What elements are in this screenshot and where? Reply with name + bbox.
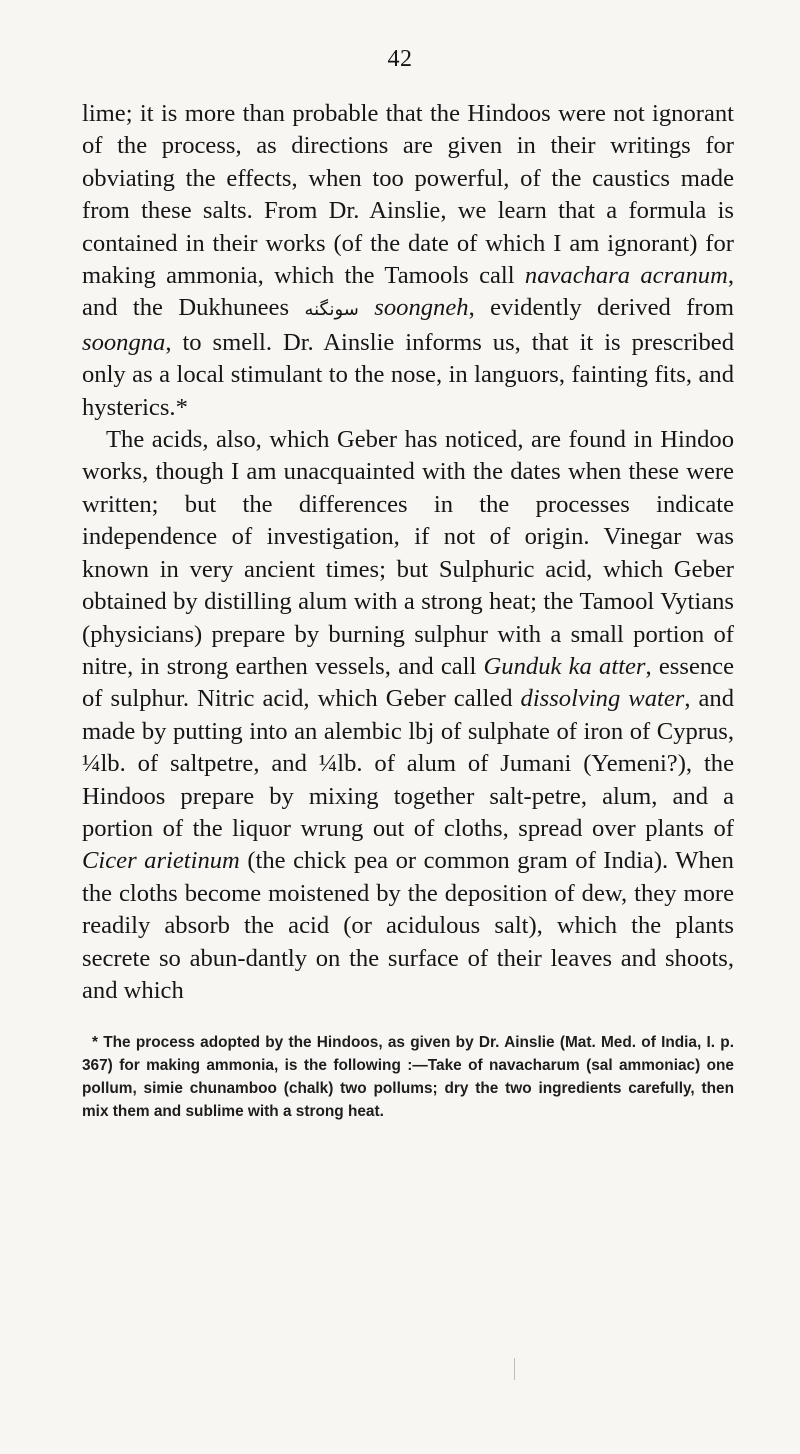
italic-term: Cicer arietinum xyxy=(82,847,240,875)
text-span: , and the Dukhunees xyxy=(82,262,734,322)
scan-mark xyxy=(514,1358,515,1380)
italic-term: navachara acranum xyxy=(524,262,728,290)
text-span xyxy=(359,294,374,321)
persian-word: سونگنه xyxy=(304,299,359,321)
italic-term: Gunduk ka atter xyxy=(483,652,646,680)
main-text xyxy=(82,98,734,1007)
footnote: * The process adopted by the Hindoos, as given by Dr. Ainslie (Mat. Med. of India, I. p. 367) for making ammonia, is the following :—Take of navacharum (sal ammoniac) one pollum, simie chunamboo (chalk) two pollums; dry the two ingredients carefully, then mix them and sublime with a strong heat. xyxy=(82,1034,734,1120)
text-span: lime; it is more than probable that the Hindoos were not ignorant of the process, as directions are given in their writings for obviating the effects, when too powerful, of the caustics made from these salts. From Dr. Ainslie, we learn that a formula is contained in their works (of the date of which I am ignorant) for making ammonia, which the Tamools call xyxy=(82,100,734,290)
italic-term: soongneh xyxy=(374,294,469,322)
italic-term: dissolving water xyxy=(520,685,685,713)
footnote-section xyxy=(82,1031,734,1123)
paragraph-acids xyxy=(82,424,734,1007)
text-span: (the chick pea or common gram of India). When the cloths become moistened by the deposition of dew, they more readily absorb the acid (or acidulous salt), which the plants secrete so abun-dantly on the surface of their leaves and shoots, and which xyxy=(82,847,734,1004)
text-span: , evidently derived from xyxy=(468,294,735,322)
text-span: , and made by putting into an alembic lbj of sulphate of iron of Cyprus, ¼lb. of saltpetre, and ¼lb. of alum of Jumani (Yemeni?), the Hindoos prepare by mixing together salt-petre, alum, and a portion of the liquor wrung out of cloths, spread over plants of xyxy=(82,685,734,842)
text-span: , to smell. Dr. Ainslie informs us, that it is prescribed only as a local stimulant to the nose, in languors, fainting fits, and hysterics.* xyxy=(82,328,734,421)
text-span: The acids, also, which Geber has noticed, are found in Hindoo works, though I am unacquainted with the dates when these were written; but the differences in the processes indicate independence of investigation, if not of origin. Vinegar was known in very ancient times; but Sulphuric acid, which Geber obtained by distilling alum with a strong heat; the Tamool Vytians (physicians) prepare by burning sulphur with a small portion of nitre, in strong earthen vessels, and call xyxy=(82,426,734,680)
page-number: 42 xyxy=(387,46,413,72)
text-span: , essence of sulphur. Nitric acid, which Geber called xyxy=(82,652,734,713)
paragraph-ammonia xyxy=(82,98,734,424)
italic-term: soongna xyxy=(82,328,166,356)
